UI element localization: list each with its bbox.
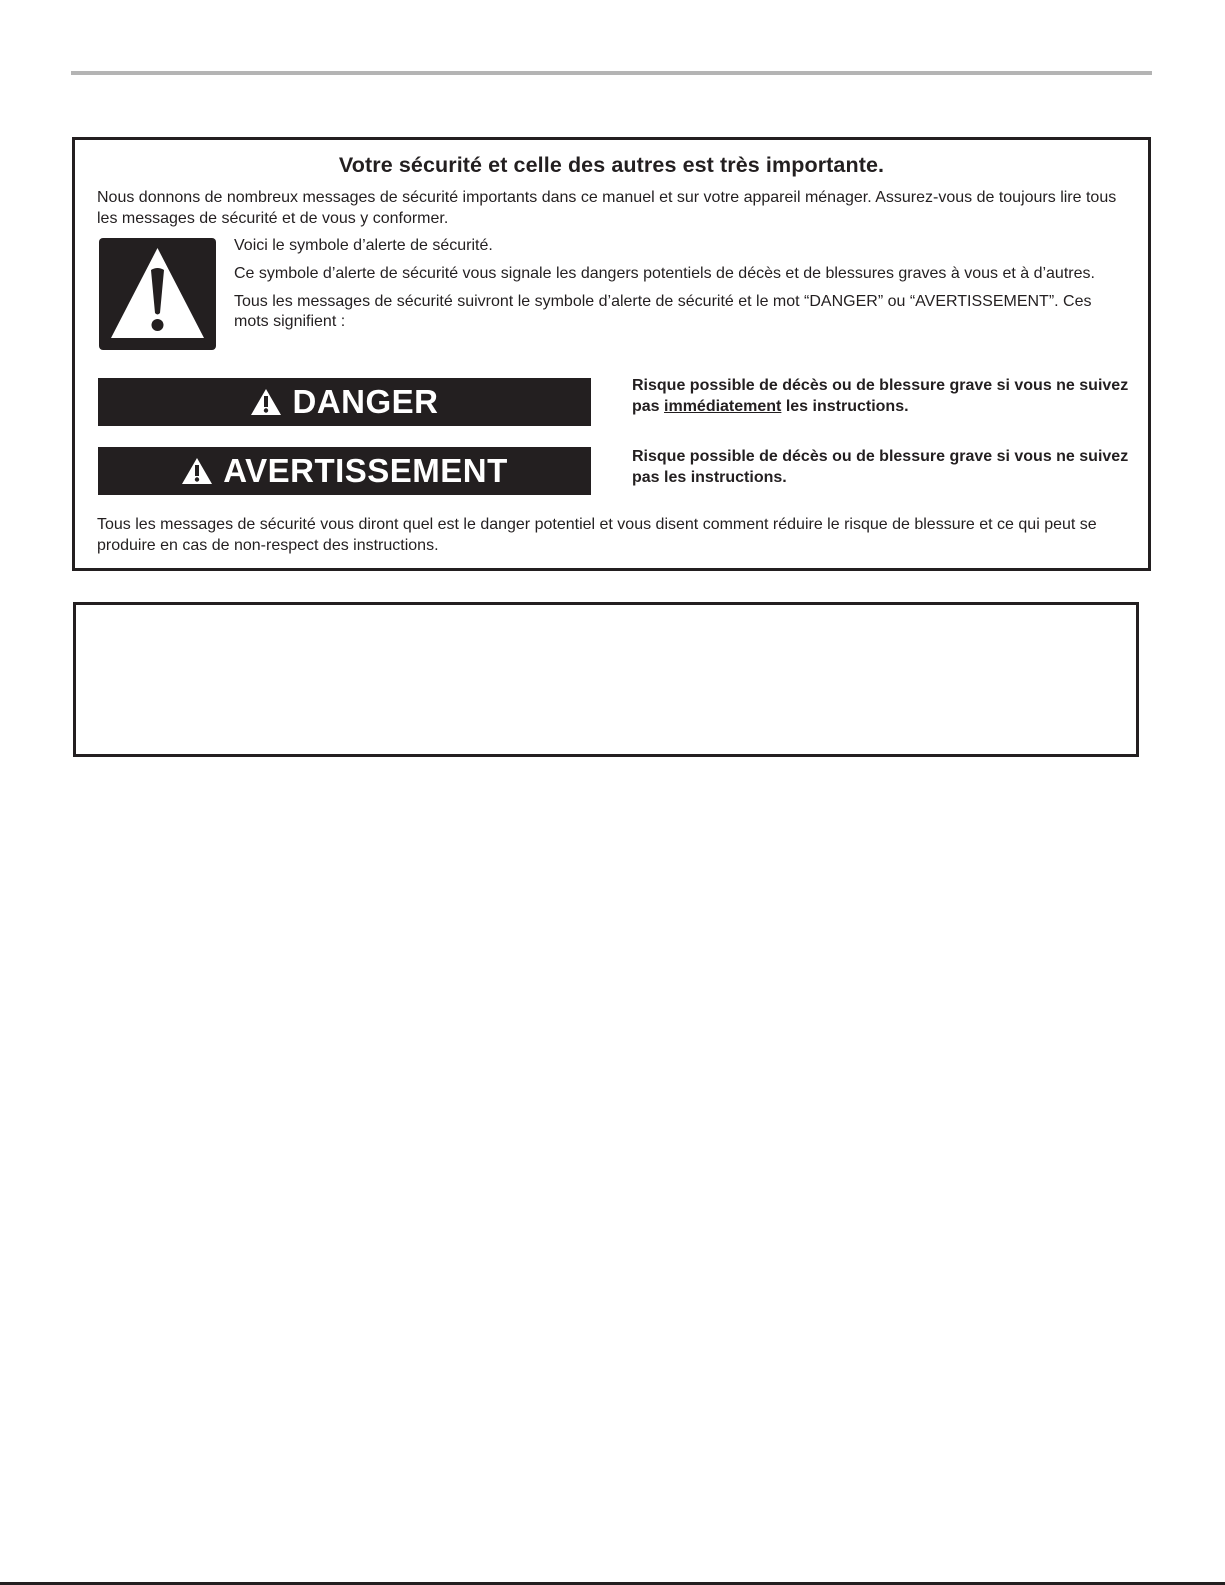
emphasis-immediately: immédiatement <box>664 398 782 415</box>
warning-description: Risque possible de décès ou de blessure grave si vous ne suivez pas les instructions. <box>632 448 1129 486</box>
safety-title: Votre sécurité et celle des autres est très importante. <box>338 153 885 177</box>
warning-triangle-icon <box>99 238 216 350</box>
warning-label: AVERTISSEMENT <box>223 452 508 489</box>
safety-notice-box <box>72 137 1151 571</box>
danger-description: Risque possible de décès ou de blessure grave si vous ne suivez pas immédiatement les instructions. <box>632 377 1129 415</box>
empty-frame-box <box>73 602 1139 757</box>
safety-intro: Nous donnons de nombreux messages de sécurité importants dans ce manuel et sur votre appareil ménager. Assurez-vous de toujours lire tous les messages de sécurité et de vous y conformer. <box>97 189 1117 227</box>
alert-symbol-explanation <box>234 236 1114 340</box>
warning-triangle-icon <box>250 388 282 416</box>
warning-triangle-icon <box>181 457 213 485</box>
symbol-line: Ce symbole d’alerte de sécurité vous signale les dangers potentiels de décès et de blessures graves à vous et à d’autres. <box>234 265 1095 282</box>
top-divider <box>71 71 1152 75</box>
danger-label: DANGER <box>292 383 439 420</box>
symbol-line: Voici le symbole d’alerte de sécurité. <box>234 237 493 254</box>
warning-banner <box>98 447 591 495</box>
danger-banner <box>98 378 591 426</box>
symbol-line: Tous les messages de sécurité suivront le symbole d’alerte de sécurité et le mot “DANGER” ou “AVERTISSEMENT”. Ces mots signifient : <box>234 293 1092 330</box>
safety-outro: Tous les messages de sécurité vous diront quel est le danger potentiel et vous disent comment réduire le risque de blessure et ce qui peut se produire en cas de non-respect des instructions. <box>97 516 1097 554</box>
